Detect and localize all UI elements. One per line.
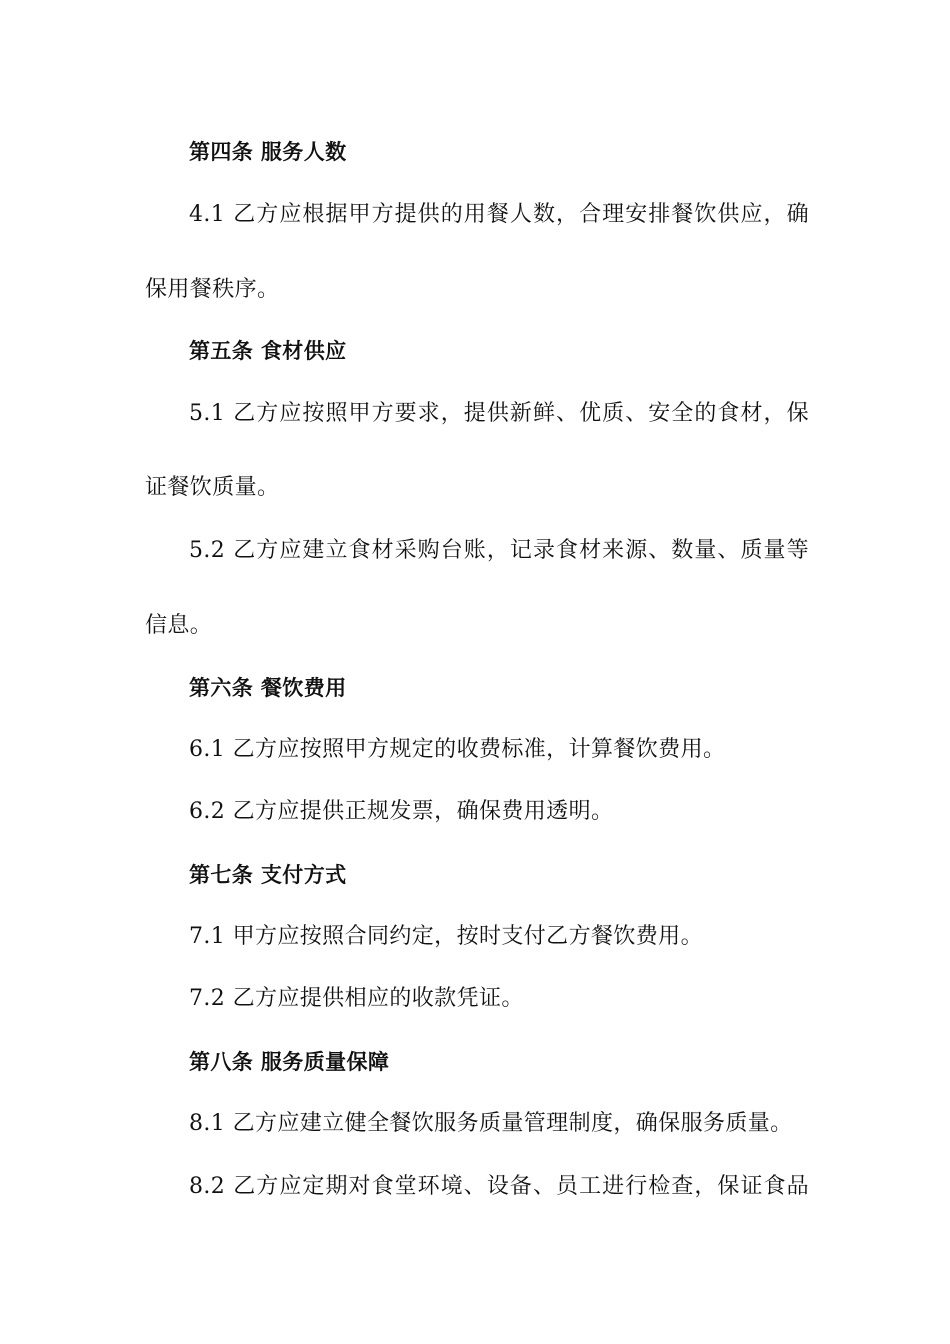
clause-7-2: 7.2 乙方应提供相应的收款凭证。	[189, 986, 524, 1011]
section-heading-6: 第六条 餐饮费用	[189, 676, 347, 700]
section-heading-7: 第七条 支付方式	[189, 863, 347, 887]
clause-5-1-line-2: 证餐饮质量。	[145, 475, 280, 500]
section-heading-5: 第五条 食材供应	[189, 339, 347, 363]
clause-5-1-line-1: 5.1 乙方应按照甲方要求，提供新鲜、优质、安全的食材，保	[189, 401, 809, 426]
section-heading-4: 第四条 服务人数	[189, 140, 347, 164]
clause-5-2-line-2: 信息。	[145, 613, 213, 638]
clause-4-1-line-1: 4.1 乙方应根据甲方提供的用餐人数，合理安排餐饮供应，确	[189, 202, 809, 227]
clause-8-1: 8.1 乙方应建立健全餐饮服务质量管理制度，确保服务质量。	[189, 1111, 793, 1136]
clause-4-1-line-2: 保用餐秩序。	[145, 277, 280, 302]
clause-6-1: 6.1 乙方应按照甲方规定的收费标准，计算餐饮费用。	[189, 737, 726, 762]
clause-7-1: 7.1 甲方应按照合同约定，按时支付乙方餐饮费用。	[189, 924, 703, 949]
section-heading-8: 第八条 服务质量保障	[189, 1050, 390, 1074]
clause-8-2-line-1: 8.2 乙方应定期对食堂环境、设备、员工进行检查，保证食品	[189, 1174, 809, 1199]
clause-5-2-line-1: 5.2 乙方应建立食材采购台账，记录食材来源、数量、质量等	[189, 538, 809, 563]
clause-6-2: 6.2 乙方应提供正规发票，确保费用透明。	[189, 799, 614, 824]
